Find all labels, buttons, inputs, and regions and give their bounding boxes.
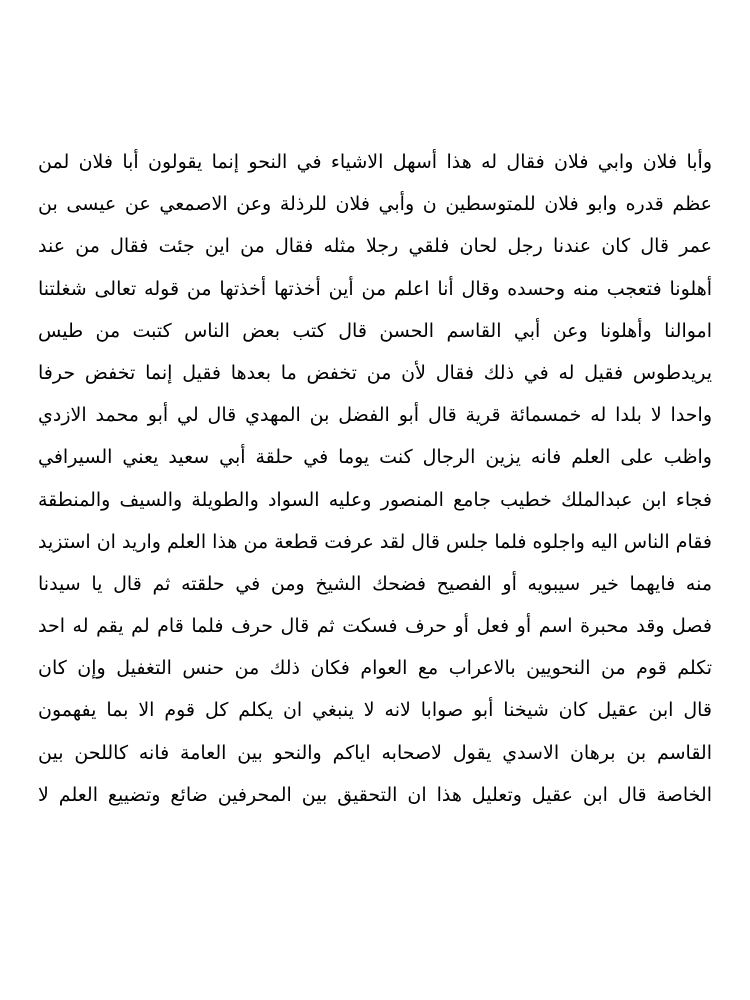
text-line-1: وأبا فلان وابي فلان فقال له هذا أسهل الاشياء في النحو إنما يقولون أبا فلان لمن: [38, 151, 712, 173]
text-line-16: الخاصة قال ابن عقيل وتعليل هذا ان التحقيق بين المحرفين ضائع وتضييع العلم لا: [38, 783, 712, 806]
text-line-7: واحدا لا بلدا له خمسمائة قرية قال أبو الفضل بن المهدي قال لي أبو محمد الازدي: [38, 404, 712, 427]
text-line-12: فصل وقد محبرة اسم أو فعل أو حرف فسكت ثم قال حرف فلما قام لم يقم له احد: [38, 615, 712, 638]
text-line-4: أهلونا فتعجب منه وحسده وقال أنا اعلم من أين أخذتها أخذتها من قوله تعالى شغلتنا: [38, 277, 712, 300]
text-line-9: فجاء ابن عبدالملك خطيب جامع المنصور وعليه السواد والطويلة والسيف والمنطقة: [38, 488, 712, 511]
text-line-13: تكلم قوم من النحويين بالاعراب مع العوام فكان ذلك من حنس التغفيل وإن كان: [38, 657, 712, 680]
text-line-14: قال ابن عقيل كان شيخنا أبو صوابا لانه لا ينبغي ان يكلم كل قوم الا بما يفهمون: [38, 699, 712, 722]
text-line-8: واظب على العلم فانه يزين الرجال كنت يوما في حلقة أبي سعيد يعني السيرافي: [38, 446, 712, 469]
text-line-10: فقام الناس اليه واجلوه فلما جلس قال لقد عرفت قطعة من هذا العلم واريد ان استزيد: [38, 530, 712, 553]
arabic-text-block: [38, 141, 712, 816]
text-line-5: اموالنا وأهلونا وعن أبي القاسم الحسن قال كتب بعض الناس كتبت من طيس: [38, 319, 712, 342]
text-line-2: عظم قدره وابو فلان للمتوسطين ن وأبي فلان للرذلة وعن الاصمعي عن عيسى بن: [38, 193, 712, 216]
text-line-3: عمر قال كان عندنا رجل لحان فلقي رجلا مثله فقال من اين جئت فقال من عند: [38, 235, 712, 258]
text-line-6: يريدطوس فقيل له في ذلك فقال لأن من تخفض ما بعدها فقيل إنما تخفض حرفا: [38, 361, 712, 384]
text-line-11: منه فايهما خير سيبويه أو الفصيح فضحك الشيخ ومن في حلقته ثم قال يا سيدنا: [38, 572, 712, 595]
text-line-15: القاسم بن برهان الاسدي يقول لاصحابه اياكم والنحو بين العامة فانه كاللحن بين: [38, 741, 712, 764]
